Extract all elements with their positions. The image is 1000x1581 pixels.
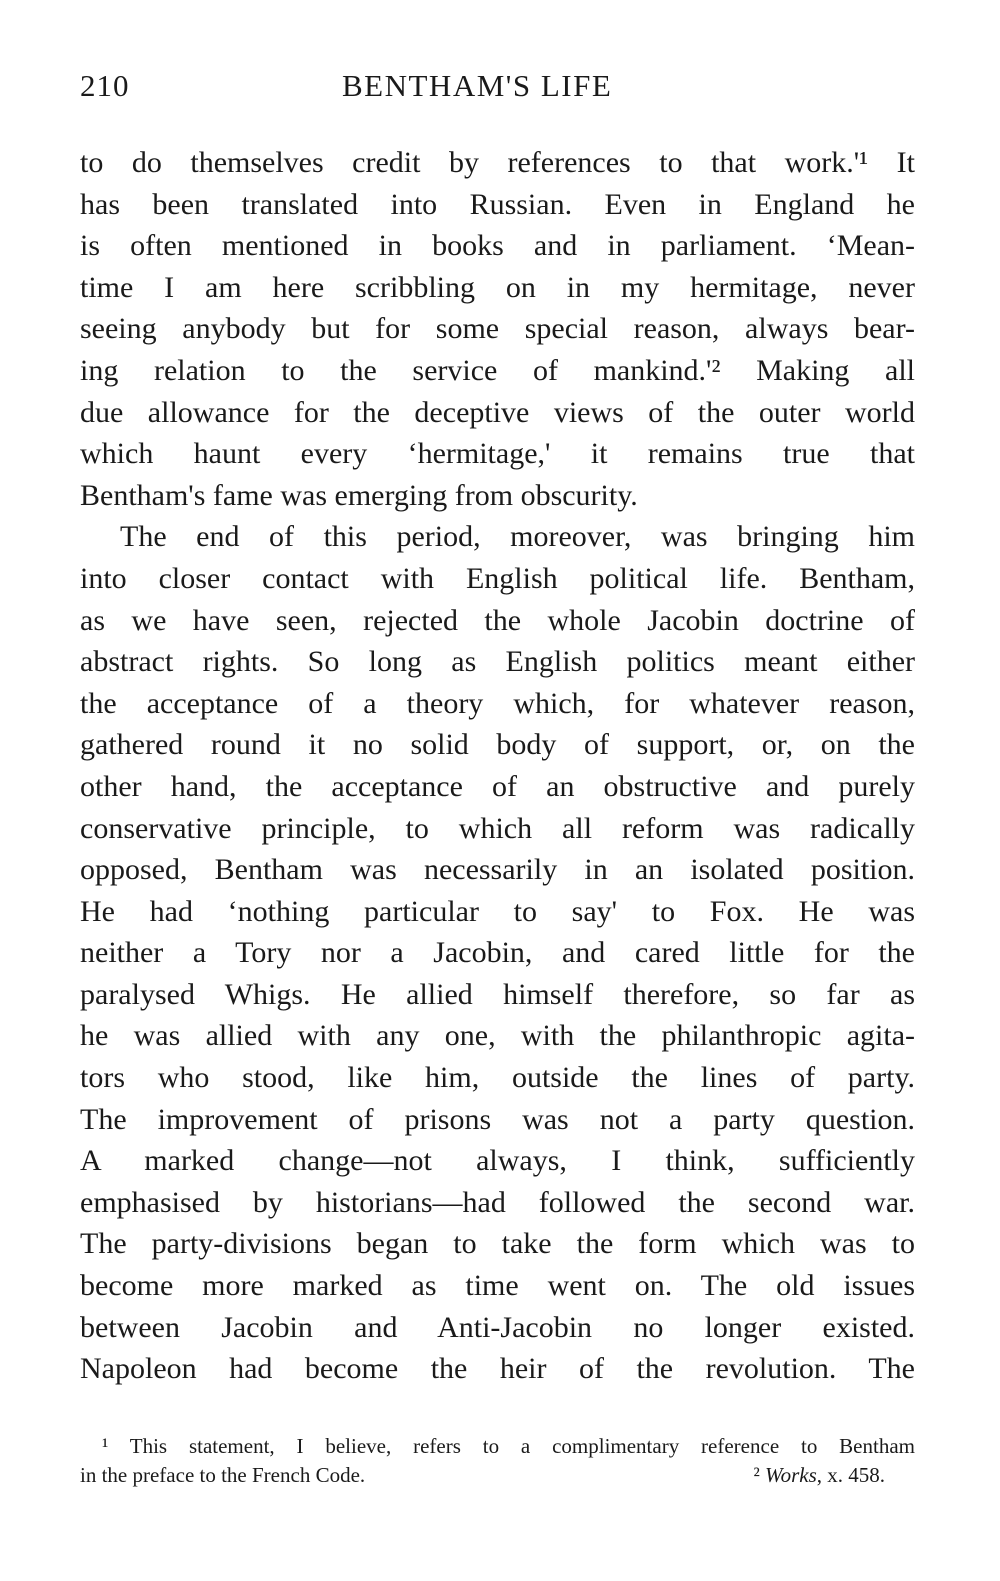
- text-line: which haunt every ‘hermitage,' it remains true that: [80, 437, 915, 471]
- text-line: opposed, Bentham was necessarily in an isolated position.: [80, 853, 915, 887]
- text-line: The improvement of prisons was not a party question.: [80, 1102, 915, 1136]
- text-line: neither a Tory nor a Jacobin, and cared little for the: [80, 936, 915, 970]
- text-line: into closer contact with English political life. Bentham,: [80, 561, 915, 595]
- page-header: [80, 68, 915, 116]
- text-line: paralysed Whigs. He allied himself therefore, so far as: [80, 977, 915, 1011]
- text-line: A marked change—not always, I think, sufficiently: [80, 1144, 915, 1178]
- text-line: to do themselves credit by references to that work.'¹ It: [80, 146, 915, 179]
- text-line: Napoleon had become the heir of the revolution. The: [80, 1352, 915, 1386]
- text-line: he was allied with any one, with the philanthropic agita-: [80, 1019, 915, 1053]
- text-line: gathered round it no solid body of support, or, on the: [80, 728, 915, 762]
- text-line: The end of this period, moreover, was bringing him: [120, 520, 915, 554]
- footnote-2-title: Works: [765, 1463, 817, 1487]
- footnote-2-reference: , x. 458.: [816, 1463, 885, 1487]
- body-text: [80, 142, 915, 1390]
- text-line: abstract rights. So long as English politics meant either: [80, 645, 915, 679]
- text-line: has been translated into Russian. Even in England he: [80, 187, 915, 221]
- footnote-2-marker: ²: [753, 1463, 760, 1487]
- page-number: 210: [80, 68, 130, 103]
- text-line: tors who stood, like him, outside the lines of party.: [80, 1061, 915, 1095]
- text-line: due allowance for the deceptive views of the outer world: [80, 395, 915, 429]
- text-line: seeing anybody but for some special reason, always bear-: [80, 312, 915, 346]
- text-line: conservative principle, to which all reform was radically: [80, 811, 915, 845]
- text-line: between Jacobin and Anti-Jacobin no longer existed.: [80, 1310, 915, 1344]
- text-line: is often mentioned in books and in parliament. ‘Mean-: [80, 229, 915, 263]
- footnote-row: [80, 1461, 915, 1490]
- text-line: time I am here scribbling on in my hermitage, never: [80, 270, 915, 304]
- text-line: ing relation to the service of mankind.'² Making all: [80, 353, 915, 387]
- text-line: become more marked as time went on. The old issues: [80, 1269, 915, 1303]
- text-line: emphasised by historians—had followed the second war.: [80, 1185, 915, 1219]
- footnote-1-line-1: ¹ This statement, I believe, refers to a complimentary reference to Bentham: [102, 1434, 915, 1458]
- text-line: as we have seen, rejected the whole Jacobin doctrine of: [80, 603, 915, 637]
- text-line: Bentham's fame was emerging from obscurity.: [80, 478, 638, 512]
- footnote-2: [753, 1461, 885, 1490]
- running-head: BENTHAM'S LIFE: [342, 68, 613, 103]
- footnotes: [80, 1432, 915, 1490]
- text-line: The party-divisions began to take the form which was to: [80, 1227, 915, 1261]
- footnote-1-line-2: in the preface to the French Code.: [80, 1463, 366, 1487]
- text-line: other hand, the acceptance of an obstructive and purely: [80, 769, 915, 803]
- text-line: He had ‘nothing particular to say' to Fox. He was: [80, 894, 915, 928]
- text-line: the acceptance of a theory which, for whatever reason,: [80, 686, 915, 720]
